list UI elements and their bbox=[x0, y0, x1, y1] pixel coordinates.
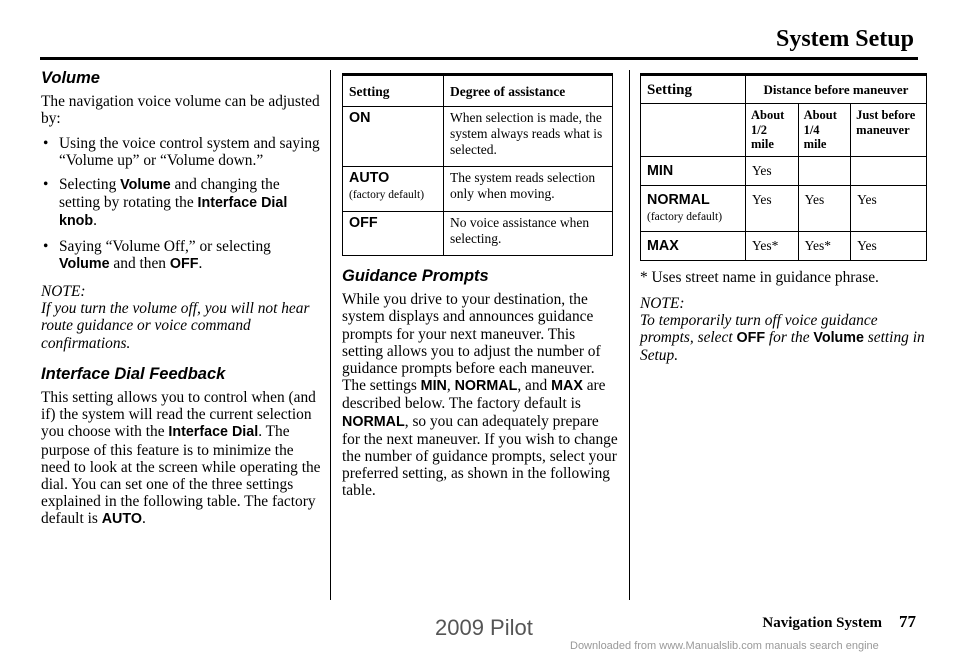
normal-term: NORMAL bbox=[454, 378, 518, 395]
table-cell: Yes bbox=[746, 185, 799, 231]
table-header-degree: Degree of assistance bbox=[444, 75, 613, 107]
table-row bbox=[343, 107, 613, 167]
page-title: System Setup bbox=[775, 26, 914, 52]
volume-intro: The navigation voice volume can be adjusted by: bbox=[41, 93, 320, 128]
table-row bbox=[343, 212, 613, 256]
page-number: 77 bbox=[899, 612, 916, 631]
volume-heading: Volume bbox=[41, 69, 100, 87]
watermark-model: 2009 Pilot bbox=[435, 615, 533, 640]
min-term: MIN bbox=[420, 378, 447, 395]
table-subheader-empty bbox=[641, 104, 746, 157]
guidance-heading: Guidance Prompts bbox=[342, 267, 489, 285]
table-subheader-half-mile: About 1/2 mile bbox=[746, 104, 799, 157]
table-cell: Yes* bbox=[746, 231, 799, 260]
dial-feedback-paragraph: This setting allows you to control when (and if) the system will read the current selection you choose with the Interface Dial. The purpose of this feature is to minimize the need to look at the screen while operating the dial. You can set one of the three settings explained in the following table. The factory default is AUTO. bbox=[41, 389, 321, 528]
table-cell-desc: No voice assistance when selecting. bbox=[444, 212, 613, 256]
volume-term: Volume bbox=[59, 255, 110, 272]
table-cell-setting: ON bbox=[343, 107, 444, 167]
table-cell: Yes bbox=[851, 231, 927, 260]
table-header-row bbox=[641, 75, 927, 104]
table-subheader-row bbox=[641, 104, 927, 157]
footer-section-name: Navigation System bbox=[762, 615, 882, 631]
interface-dial-term: Interface Dial bbox=[168, 424, 259, 441]
table-cell-desc: The system reads selection only when moving. bbox=[444, 167, 613, 212]
note-text: If you turn the volume off, you will not hear route guidance or voice command confirmations. bbox=[41, 300, 310, 352]
guidance-paragraph: While you drive to your destination, the system displays and announces guidance prompts for your next maneuver. This setting allows you to adjust the number of guidance prompts before each maneuver. The settings MIN, NORMAL, and MAX are described below. The factory default is NORMAL, so you can adequately prepare for the next maneuver. If you wish to change the number of guidance prompts, select your preferred setting, as shown in the following table. bbox=[342, 291, 618, 500]
volume-bullet-3: • Saying “Volume Off,” or selecting Volume and then OFF. bbox=[41, 238, 321, 273]
table-subheader-quarter-mile: About 1/4 mile bbox=[798, 104, 851, 157]
auto-term: AUTO bbox=[101, 511, 142, 528]
column-divider-2 bbox=[629, 70, 630, 600]
max-term: MAX bbox=[551, 378, 583, 395]
normal-term: NORMAL bbox=[342, 413, 405, 430]
volume-bullets bbox=[41, 135, 321, 273]
table-cell-setting: NORMAL (factory default) bbox=[641, 185, 746, 231]
table-row bbox=[641, 185, 927, 231]
table-cell bbox=[798, 156, 851, 185]
table-cell: Yes* bbox=[798, 231, 851, 260]
table-cell bbox=[851, 156, 927, 185]
right-column bbox=[640, 73, 930, 365]
table-cell-setting: OFF bbox=[343, 212, 444, 256]
off-term: OFF bbox=[736, 330, 766, 347]
watermark-source: Downloaded from www.Manualslib.com manuals search engine bbox=[570, 640, 879, 652]
table-cell: Yes bbox=[851, 185, 927, 231]
header-rule bbox=[40, 57, 918, 60]
table-cell: Yes bbox=[798, 185, 851, 231]
table-header-row bbox=[343, 75, 613, 107]
off-term: OFF bbox=[169, 255, 199, 272]
footnote: * Uses street name in guidance phrase. bbox=[640, 268, 879, 286]
assistance-table bbox=[342, 73, 613, 256]
note-label: NOTE: bbox=[41, 283, 86, 301]
table-header-setting: Setting bbox=[343, 75, 444, 107]
dial-feedback-heading: Interface Dial Feedback bbox=[41, 364, 226, 383]
left-column bbox=[41, 70, 321, 529]
note-label: NOTE: bbox=[640, 294, 685, 312]
interface-dial-knob-term: Interface Dial knob bbox=[59, 195, 288, 230]
table-row bbox=[641, 231, 927, 260]
volume-bullet-1: • Using the voice control system and saying “Volume up” or “Volume down.” bbox=[41, 135, 321, 169]
table-row bbox=[641, 156, 927, 185]
table-header-setting: Setting bbox=[641, 75, 746, 104]
table-cell-setting: MAX bbox=[641, 231, 746, 260]
table-cell-setting: MIN bbox=[641, 156, 746, 185]
table-cell: Yes bbox=[746, 156, 799, 185]
guidance-table bbox=[640, 73, 927, 261]
table-subheader-just-before: Just before maneuver bbox=[851, 104, 927, 157]
volume-term: Volume bbox=[120, 177, 171, 194]
table-row bbox=[343, 167, 613, 212]
volume-term: Volume bbox=[813, 330, 864, 347]
column-divider-1 bbox=[330, 70, 331, 600]
table-cell-setting: AUTO (factory default) bbox=[343, 167, 444, 212]
middle-column bbox=[342, 73, 618, 500]
table-header-distance: Distance before maneuver bbox=[746, 75, 927, 104]
note-text: To temporarily turn off voice guidance prompts, select OFF for the Volume setting in Setup. bbox=[640, 311, 925, 365]
table-cell-desc: When selection is made, the system always reads what is selected. bbox=[444, 107, 613, 167]
volume-bullet-2: • Selecting Volume and changing the setting by rotating the Interface Dial knob. bbox=[41, 176, 321, 231]
